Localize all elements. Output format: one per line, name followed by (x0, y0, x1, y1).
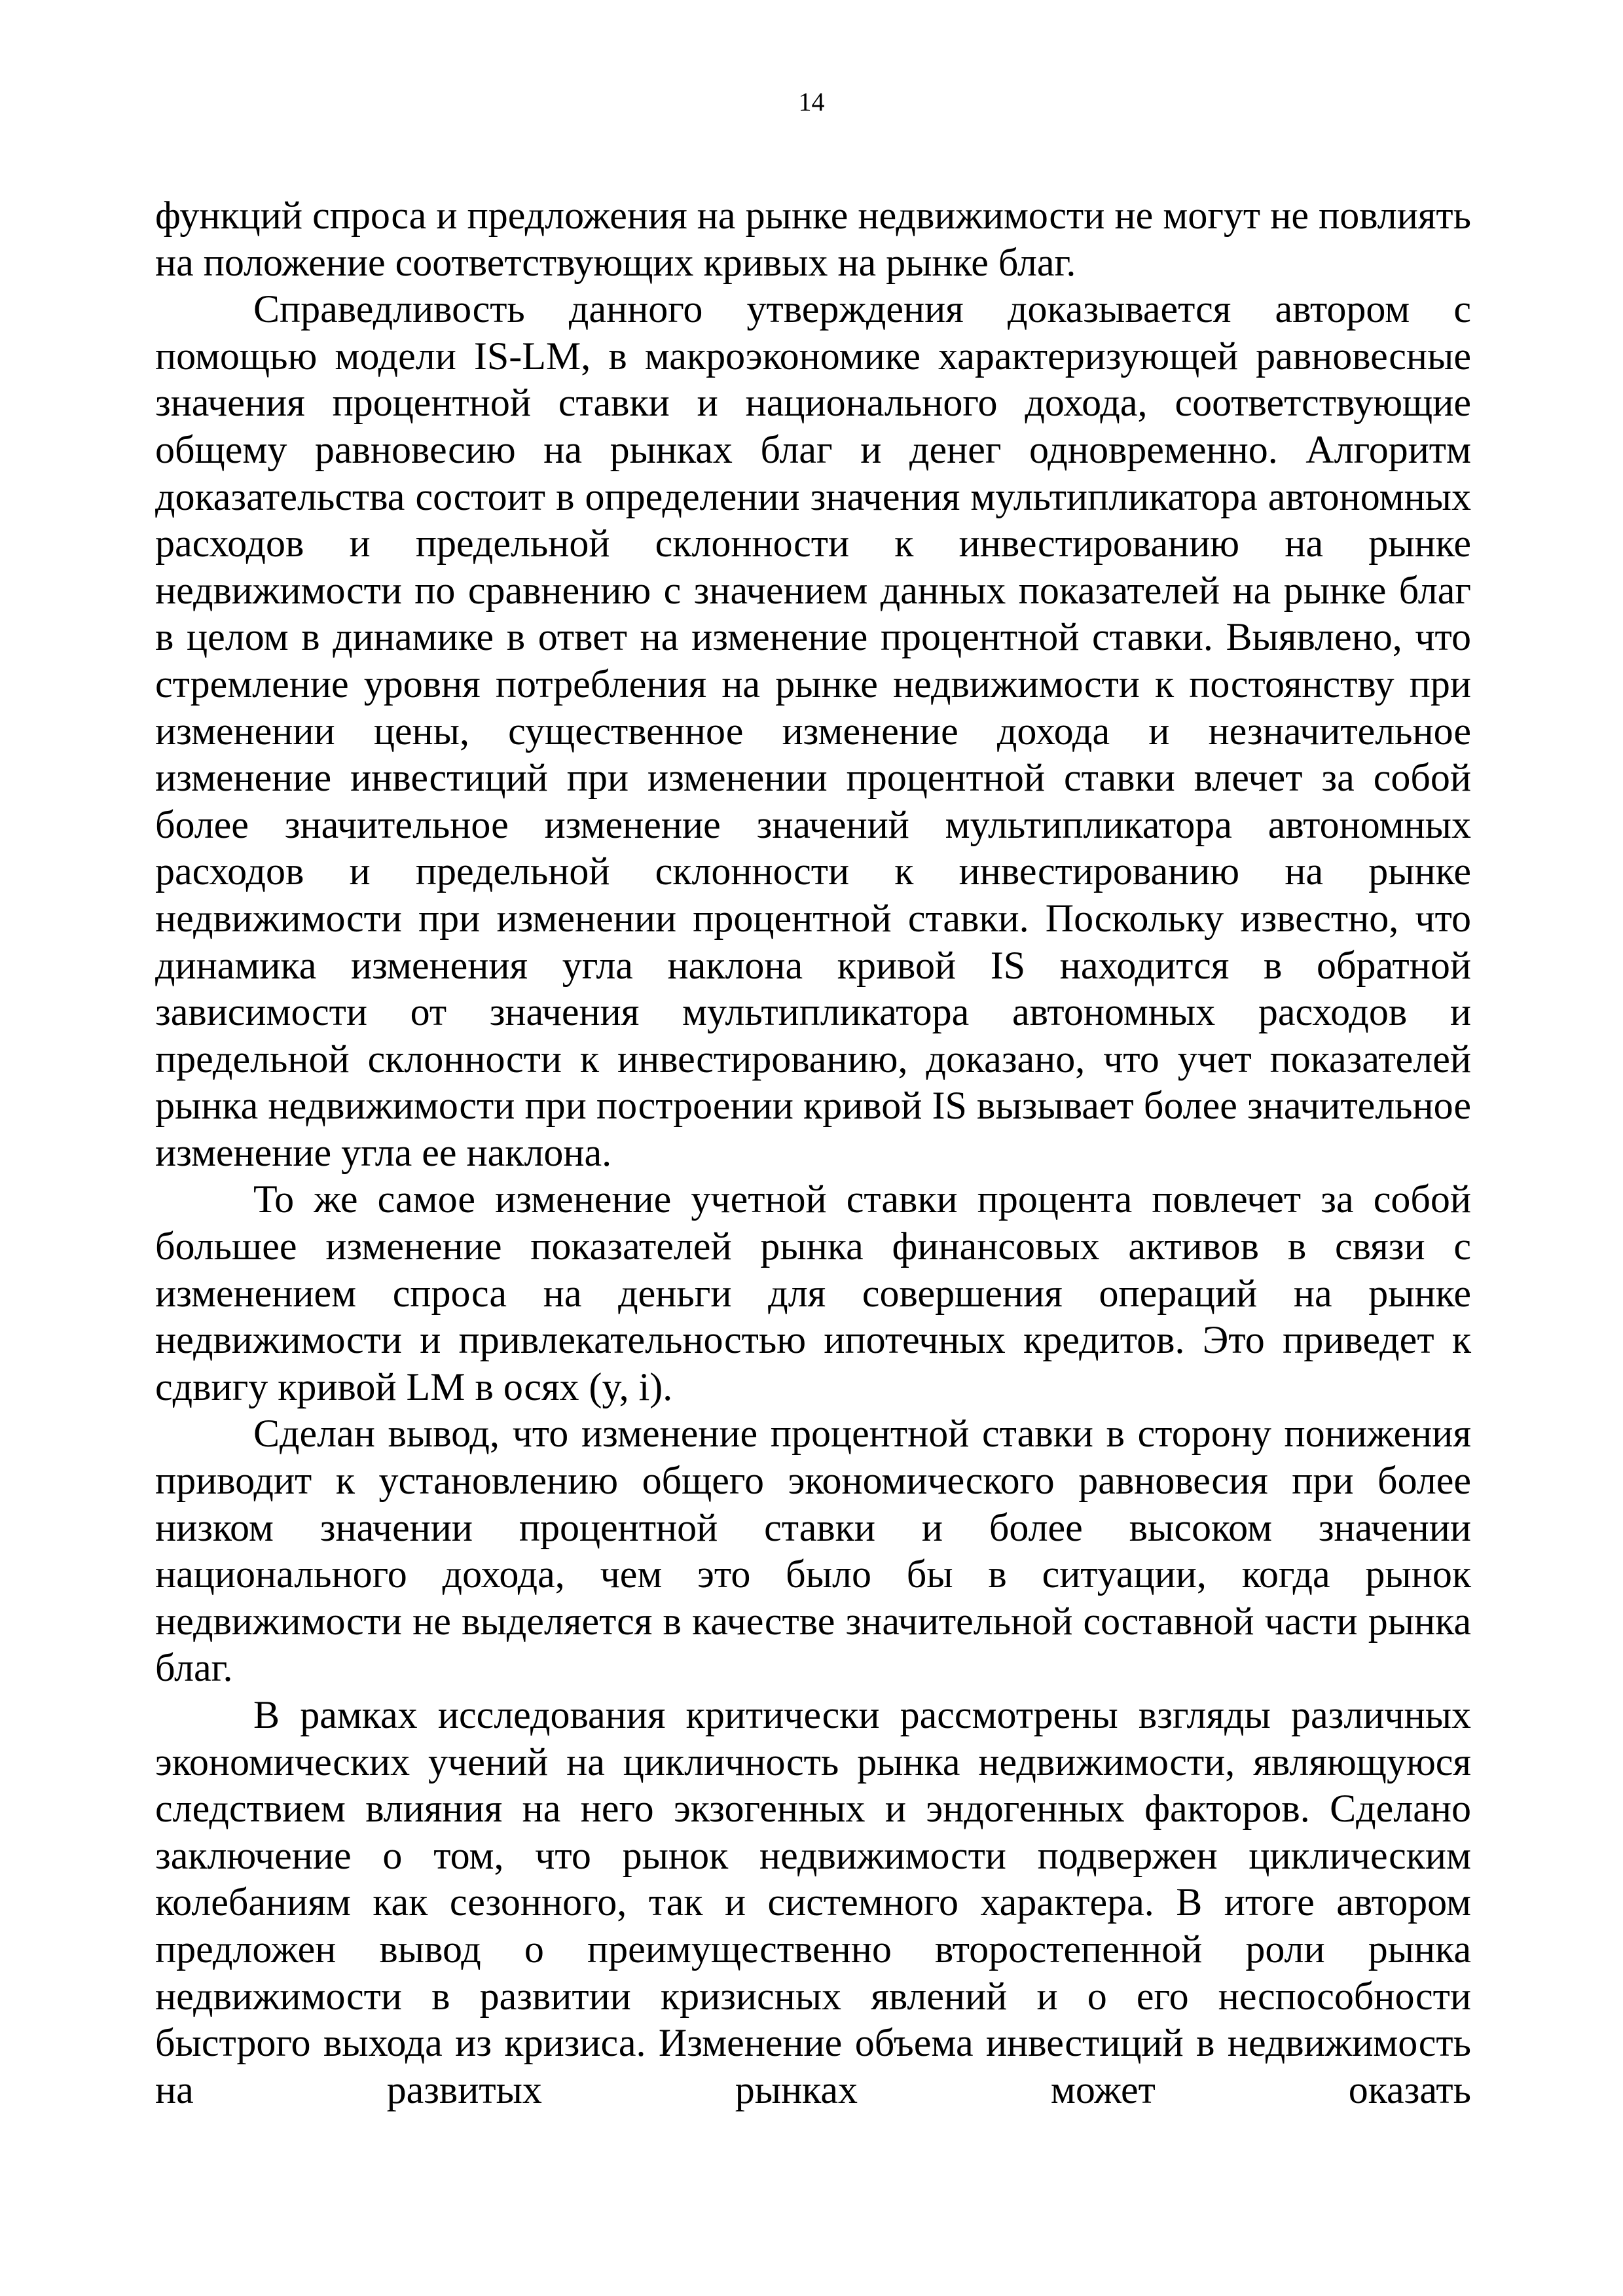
paragraph-cyclicality: В рамках исследования критически рассмотрены взгляды различных экономических учений на цикличность рынка недвижимости, являющуюся следствием влияния на него экзогенных и эндогенных факторов. Сделано заключение о том, что рынок недвижимости подвержен циклическим колебаниям как сезонного, так и системного характера. В итоге автором предложен вывод о преимущественно второстепенной роли рынка недвижимости в развитии кризисных явлений и о его неспособности быстрого выхода из кризиса. Изменение объема инвестиций в недвижимость на развитых рынках может оказать (155, 1693, 1471, 2111)
body-text (155, 192, 1471, 2113)
paragraph-lm-shift: То же самое изменение учетной ставки процента повлечет за собой большее изменение показателей рынка финансовых активов в связи с изменением спроса на деньги для совершения операций на рынке недвижимости и привлекательностью ипотечных кредитов. Это приведет к сдвигу кривой LM в осях (y, i). (155, 1177, 1471, 1408)
paragraph-conclusion: Сделан вывод, что изменение процентной ставки в сторону понижения приводит к установлению общего экономического равновесия при более низком значении процентной ставки и более высоком значении национального дохода, чем это было бы в ситуации, когда рынок недвижимости не выделяется в качестве значительной составной части рынка благ. (155, 1412, 1471, 1690)
page-number: 14 (798, 87, 825, 117)
paragraph-continuation: функций спроса и предложения на рынке недвижимости не могут не повлиять на положение соответствующих кривых на рынке благ. (155, 194, 1471, 284)
paragraph-is-lm-proof: Справедливость данного утверждения доказывается автором с помощью модели IS-LM, в макроэкономике характеризующей равновесные значения процентной ставки и национального дохода, соответствующие общему равновесию на рынках благ и денег одновременно. Алгоритм доказательства состоит в определении значения мультипликатора автономных расходов и предельной склонности к инвестированию на рынке недвижимости по сравнению с значением данных показателей на рынке благ в целом в динамике в ответ на изменение процентной ставки. Выявлено, что стремление уровня потребления на рынке недвижимости к постоянству при изменении цены, существенное изменение дохода и незначительное изменение инвестиций при изменении процентной ставки влечет за собой более значительное изменение значений мультипликатора автономных расходов и предельной склонности к инвестированию на рынке недвижимости при изменении процентной ставки. Поскольку известно, что динамика изменения угла наклона кривой IS находится в обратной зависимости от значения мультипликатора автономных расходов и предельной склонности к инвестированию, доказано, что учет показателей рынка недвижимости при построении кривой IS вызывает более значительное изменение угла ее наклона. (155, 287, 1471, 1174)
